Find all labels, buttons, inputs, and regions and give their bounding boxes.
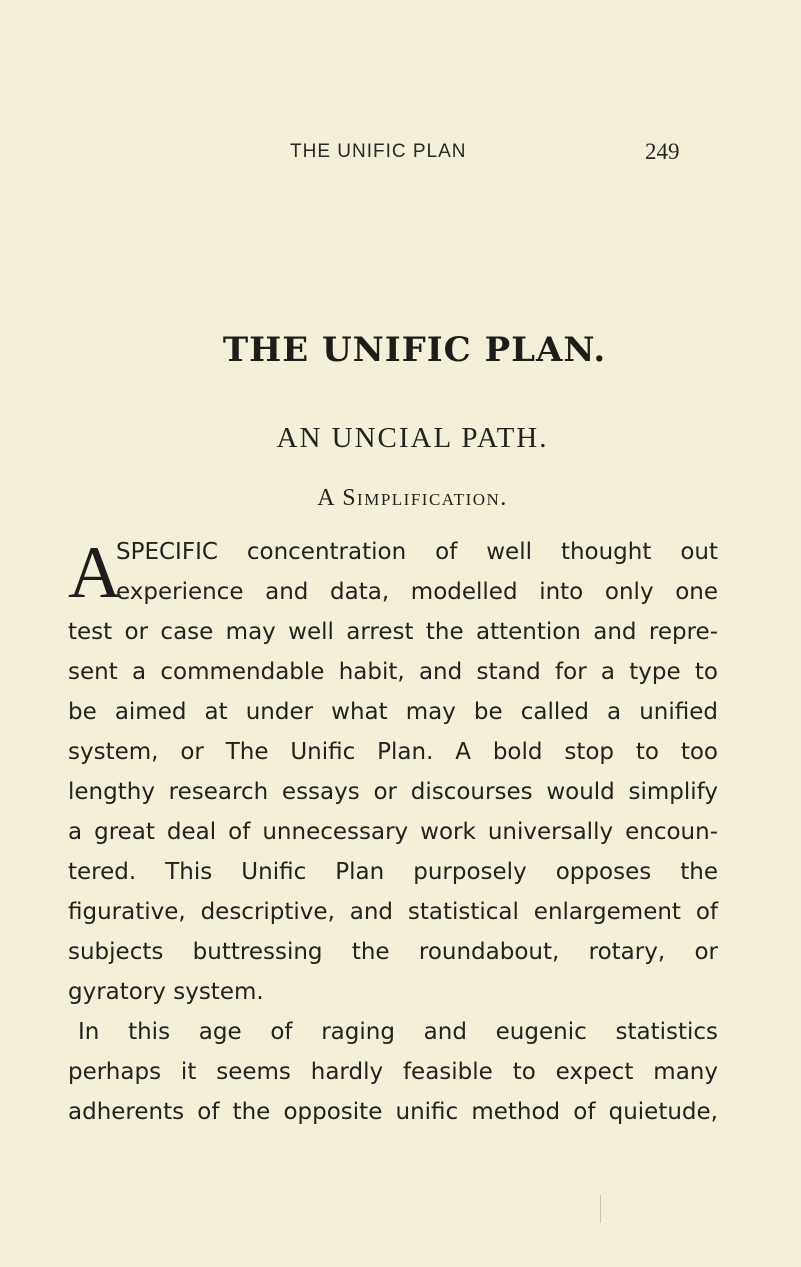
text-line: subjects buttressing the roundabout, rotary, or bbox=[68, 939, 718, 965]
text-line: test or case may well arrest the attention and repre- bbox=[68, 619, 718, 645]
text-line: system, or The Unific Plan. A bold stop to too bbox=[68, 739, 718, 765]
article-title: THE UNIFIC PLAN. bbox=[222, 330, 607, 370]
running-head bbox=[0, 141, 801, 171]
text-line: perhaps it seems hardly feasible to expect many bbox=[68, 1059, 718, 1085]
text-line: adherents of the opposite unific method of quietude, bbox=[68, 1099, 718, 1125]
text-line: sent a commendable habit, and stand for a type to bbox=[68, 659, 718, 685]
text-line: lengthy research essays or discourses would simplify bbox=[68, 779, 718, 805]
article-subtitle: AN UNCIAL PATH. bbox=[276, 422, 549, 454]
body-text bbox=[68, 532, 718, 1132]
running-title: THE UNIFIC PLAN bbox=[290, 141, 467, 162]
text-line: In this age of raging and eugenic statistics bbox=[78, 1019, 718, 1045]
text-line: a great deal of unnecessary work universally encoun- bbox=[68, 819, 718, 845]
text-line: SPECIFIC concentration of well thought out bbox=[116, 539, 718, 565]
text-line: be aimed at under what may be called a unified bbox=[68, 699, 718, 725]
text-line: experience and data, modelled into only one bbox=[116, 579, 718, 605]
paper-mark bbox=[600, 1195, 604, 1223]
drop-cap: A bbox=[68, 532, 122, 614]
page-number: 249 bbox=[645, 139, 680, 164]
text-line: gyratory system. bbox=[68, 979, 264, 1005]
text-line: tered. This Unific Plan purposely opposes the bbox=[68, 859, 718, 885]
text-line: figurative, descriptive, and statistical enlargement of bbox=[68, 899, 718, 925]
article-subsubtitle: A Simplification. bbox=[317, 485, 508, 511]
